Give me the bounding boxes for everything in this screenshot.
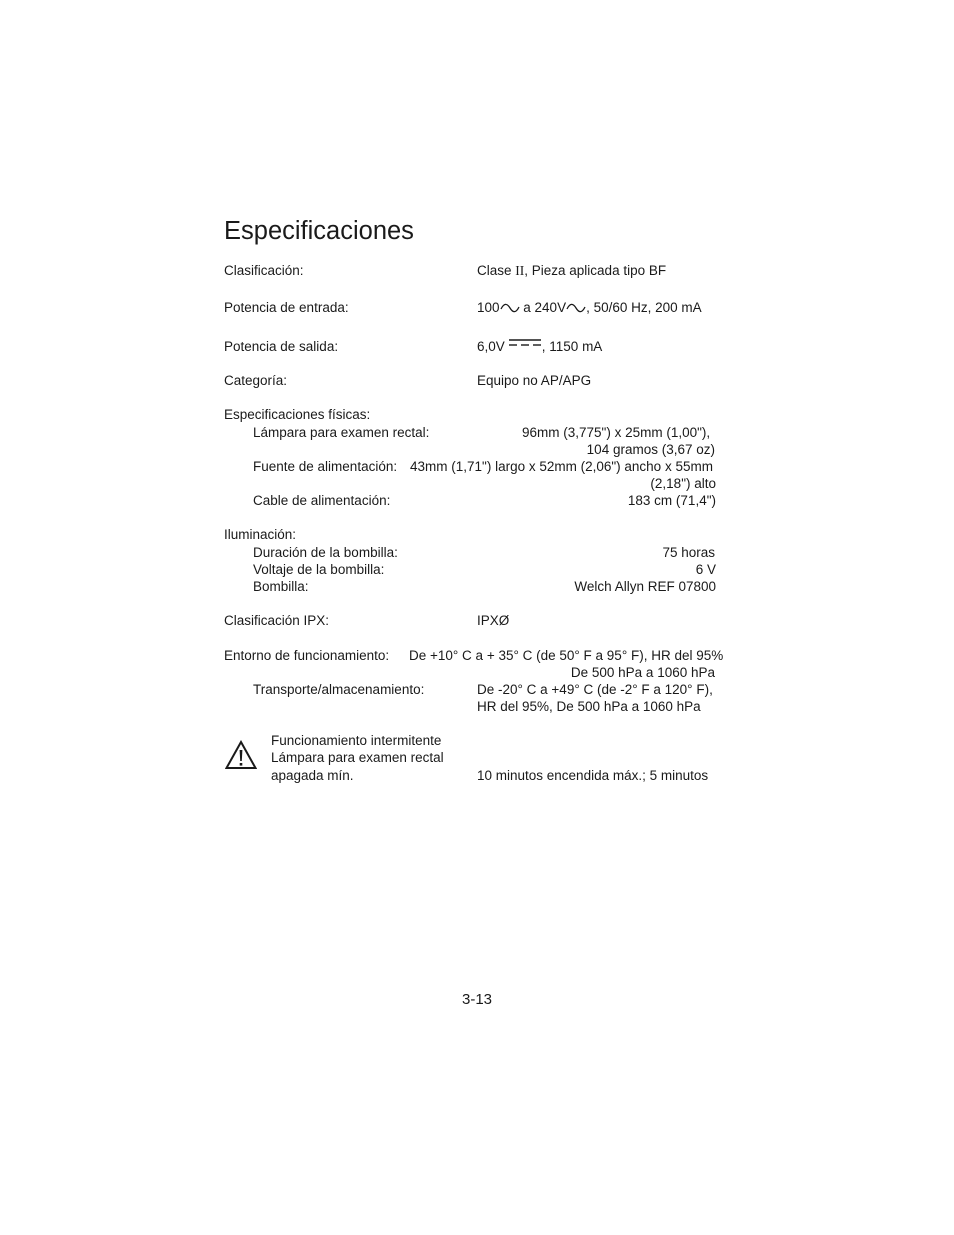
entorno-pressure: De 500 hPa a 1060 hPa bbox=[570, 665, 715, 680]
duracion-label: Duración de la bombilla: bbox=[253, 545, 398, 560]
lampara-label: Lámpara para examen rectal: bbox=[253, 425, 430, 440]
clasificacion-label: Clasificación: bbox=[224, 263, 304, 278]
potencia-entrada-freq: , 50/60 Hz, 200 mA bbox=[586, 300, 702, 315]
lampara-dimensions: 96mm (3,775") x 25mm (1,00"), bbox=[522, 425, 711, 440]
bombilla-value: Welch Allyn REF 07800 bbox=[574, 579, 716, 594]
intermitente-value: 10 minutos encendida máx.; 5 minutos bbox=[477, 768, 709, 783]
direct-current-icon bbox=[508, 337, 542, 349]
voltaje-value: 6 V bbox=[695, 562, 716, 577]
ipx-label: Clasificación IPX: bbox=[224, 613, 330, 628]
potencia-salida-value bbox=[477, 338, 602, 355]
potencia-entrada-min: 100 bbox=[477, 300, 500, 315]
potencia-entrada-max: a 240V bbox=[519, 300, 567, 315]
clasificacion-suffix: , Pieza aplicada tipo BF bbox=[524, 263, 667, 278]
potencia-salida-label: Potencia de salida: bbox=[224, 339, 339, 354]
potencia-entrada-value bbox=[477, 299, 702, 316]
bombilla-label: Bombilla: bbox=[253, 579, 309, 594]
cable-value: 183 cm (71,4") bbox=[627, 493, 716, 508]
transporte-label: Transporte/almacenamiento: bbox=[253, 682, 425, 697]
clasificacion-class: II bbox=[515, 263, 525, 278]
transporte-value: De -20° C a +49° C (de -2° F a 120° F), bbox=[477, 682, 713, 697]
lampara-weight: 104 gramos (3,67 oz) bbox=[586, 442, 715, 457]
alternating-current-icon bbox=[566, 302, 586, 314]
intermitente-device: Lámpara para examen rectal bbox=[271, 750, 444, 765]
clasificacion-value bbox=[477, 262, 666, 279]
potencia-salida-amp: , 1150 mA bbox=[541, 339, 603, 354]
warning-triangle-icon bbox=[225, 740, 257, 770]
entorno-label: Entorno de funcionamiento: bbox=[224, 648, 390, 663]
duracion-value: 75 horas bbox=[662, 545, 715, 560]
potencia-entrada-label: Potencia de entrada: bbox=[224, 300, 349, 315]
intermitente-title: Funcionamiento intermitente bbox=[271, 733, 442, 748]
page-number: 3-13 bbox=[461, 991, 493, 1008]
ipx-value: IPXØ bbox=[477, 613, 510, 628]
fuente-label: Fuente de alimentación: bbox=[253, 459, 398, 474]
potencia-salida-volt: 6,0V bbox=[477, 339, 505, 354]
iluminacion-label: Iluminación: bbox=[224, 527, 297, 542]
categoria-label: Categoría: bbox=[224, 373, 288, 388]
cable-label: Cable de alimentación: bbox=[253, 493, 391, 508]
categoria-value: Equipo no AP/APG bbox=[477, 373, 592, 388]
fuente-height: (2,18") alto bbox=[650, 476, 716, 491]
clasificacion-prefix: Clase bbox=[477, 263, 516, 278]
intermitente-off-label: apagada mín. bbox=[271, 768, 354, 783]
alternating-current-icon bbox=[500, 302, 520, 314]
fuente-dimensions: 43mm (1,71") largo x 52mm (2,06") ancho x 55mm bbox=[410, 459, 713, 474]
page-title: Especificaciones bbox=[224, 217, 414, 245]
voltaje-label: Voltaje de la bombilla: bbox=[253, 562, 385, 577]
transporte-humidity: HR del 95%, De 500 hPa a 1060 hPa bbox=[477, 699, 701, 714]
fisicas-label: Especificaciones físicas: bbox=[224, 407, 371, 422]
entorno-value: De +10° C a + 35° C (de 50° F a 95° F), HR del 95% bbox=[409, 648, 724, 663]
